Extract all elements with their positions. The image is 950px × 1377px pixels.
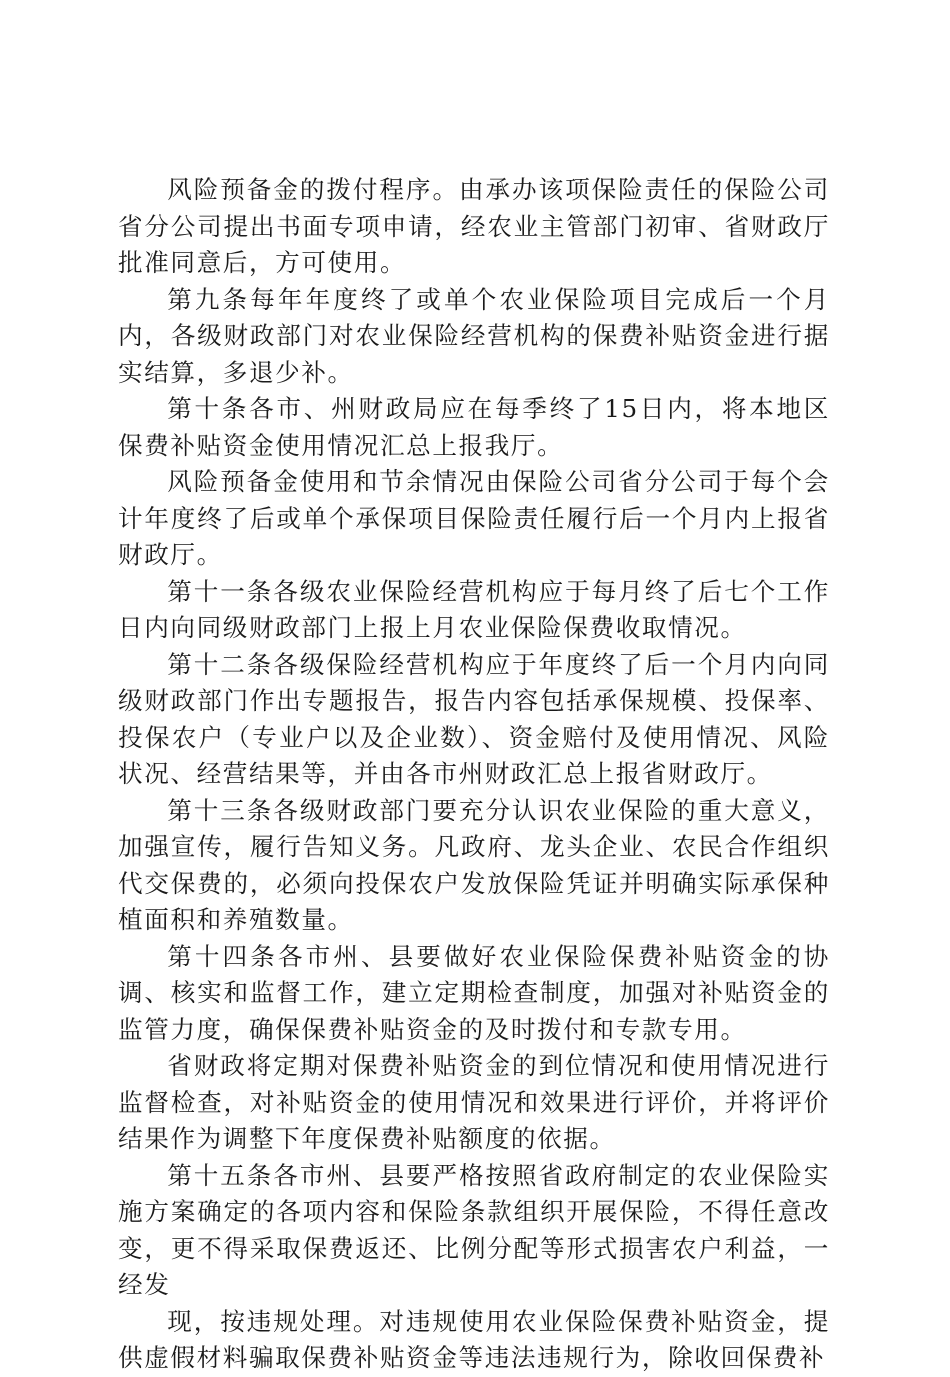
paragraph-article-13: 第十三条各级财政部门要充分认识农业保险的重大意义，加强宣传，履行告知义务。凡政府、龙头企业、农民合作组织代交保费的，必须向投保农户发放保险凭证并明确实际承保种植面积和养殖数量。 <box>118 795 830 934</box>
paragraph-article-14: 第十四条各市州、县要做好农业保险保费补贴资金的协调、核实和监督工作，建立定期检查制度，加强对补贴资金的监管力度，确保保费补贴资金的及时拨付和专款专用。 <box>118 941 830 1044</box>
paragraph-article-9: 第九条每年年度终了或单个农业保险项目完成后一个月内，各级财政部门对农业保险经营机构的保费补贴资金进行据实结算，多退少补。 <box>118 284 830 387</box>
paragraph-violation: 现，按违规处理。对违规使用农业保险保费补贴资金，提供虚假材料骗取保费补贴资金等违法违规行为，除收回保费补 <box>118 1306 830 1372</box>
paragraph-article-11: 第十一条各级农业保险经营机构应于每月终了后七个工作日内向同级财政部门上报上月农业保险保费收取情况。 <box>118 576 830 642</box>
paragraph-supervision: 省财政将定期对保费补贴资金的到位情况和使用情况进行监督检查，对补贴资金的使用情况和效果进行评价，并将评价结果作为调整下年度保费补贴额度的依据。 <box>118 1051 830 1153</box>
document-body <box>118 172 830 1377</box>
paragraph-article-12: 第十二条各级保险经营机构应于年度终了后一个月内向同级财政部门作出专题报告，报告内容包括承保规模、投保率、投保农户（专业户以及企业数）、资金赔付及使用情况、风险状况、经营结果等，并由各市州财政汇总上报省财政厅。 <box>118 649 830 788</box>
paragraph-article-10: 第十条各市、州财政局应在每季终了15日内，将本地区保费补贴资金使用情况汇总上报我厅。 <box>118 394 830 460</box>
paragraph-risk-reserve-procedure: 风险预备金的拨付程序。由承办该项保险责任的保险公司省分公司提出书面专项申请，经农业主管部门初审、省财政厅批准同意后，方可使用。 <box>118 175 830 277</box>
paragraph-risk-reserve-report: 风险预备金使用和节余情况由保险公司省分公司于每个会计年度终了后或单个承保项目保险责任履行后一个月内上报省财政厅。 <box>118 467 830 569</box>
paragraph-article-15: 第十五条各市州、县要严格按照省政府制定的农业保险实施方案确定的各项内容和保险条款组织开展保险，不得任意改变，更不得采取保费返还、比例分配等形式损害农户利益，一经发 <box>118 1160 830 1299</box>
